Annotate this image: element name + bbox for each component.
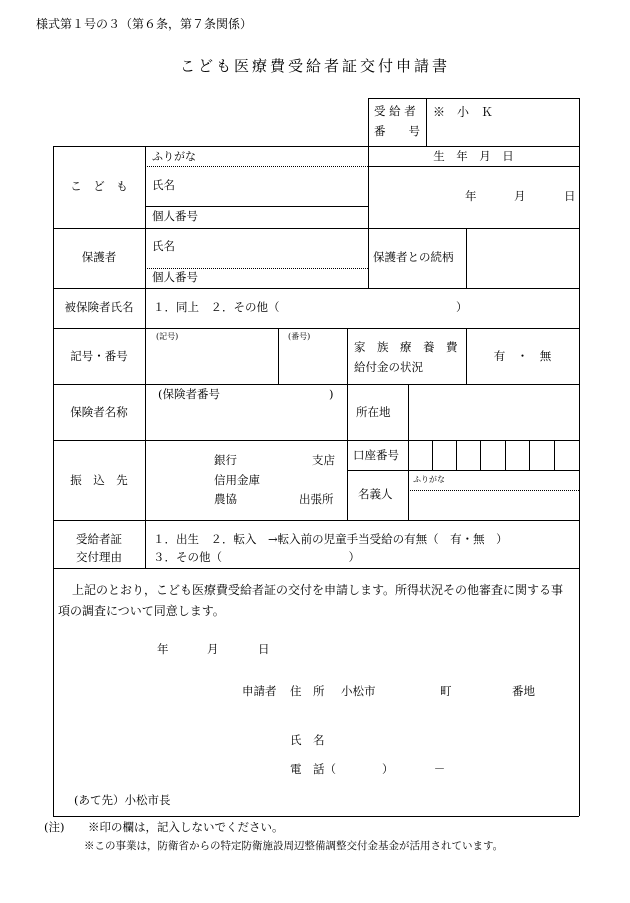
family-benefit-value: 有 ・ 無 (493, 349, 552, 363)
form-code: 様式第１号の３（第６条，第７条関係） (36, 17, 253, 31)
address-city: 小松市 (341, 684, 376, 698)
guardian-name-label: 氏名 (152, 239, 175, 253)
branch-label: 支店 (312, 453, 335, 467)
reason-label: 受給者証 (76, 532, 122, 546)
account-number-label: 口座番号 (353, 448, 399, 462)
date-month: 月 (207, 642, 219, 656)
family-benefit-label: 家 族 療 養 費 (354, 340, 458, 354)
reason-line-2: ３．その他（ ） (153, 550, 360, 564)
insurer-number-open: (保険者番号 (158, 387, 220, 401)
nokyo-label: 農協 (214, 492, 237, 506)
code-number-label: 記号・番号 (70, 349, 128, 363)
note-2: ※この事業は，防衛省からの特定防衛施設周辺整備調整交付金基金が活用されています。 (84, 840, 504, 852)
date-year: 年 (157, 642, 169, 656)
child-label: こ ど も (70, 179, 128, 193)
reason-label-2: 交付理由 (76, 550, 122, 564)
declaration-line-1: 上記のとおり，こども医療費受給者証の交付を申請します。所得状況その他審査に関する事 (72, 583, 564, 597)
reason-line-1: １．出生 ２．転入 →転入前の児童手当受給の有無（ 有・無 ） (153, 532, 508, 546)
holder-furigana-label: ふりがな (413, 475, 445, 484)
applicant-name-label: 氏 名 (290, 733, 325, 747)
child-furigana-label: ふりがな (152, 150, 196, 163)
date-day: 日 (258, 642, 270, 656)
guardian-label: 保護者 (81, 250, 117, 264)
insurer-number-close: ) (329, 387, 334, 401)
address-lot: 番地 (512, 684, 535, 698)
child-dob-year: 年 (465, 189, 477, 203)
applicant-label: 申請者 (242, 684, 277, 698)
guardian-relation-label: 保護者との続柄 (373, 250, 454, 264)
child-name-label: 氏名 (152, 178, 175, 192)
phone-label: 電 話（ ） － (290, 762, 446, 776)
recipient-number-prefix: ※ 小 Ｋ (433, 105, 494, 119)
credit-union-label: 信用金庫 (214, 473, 260, 487)
bango-label: (番号) (288, 332, 311, 341)
form-title: こども医療費受給者証交付申請書 (179, 57, 450, 75)
child-dob-label: 生 年 月 日 (433, 149, 514, 163)
insurer-name-label: 保険者名称 (70, 405, 128, 419)
transfer-label: 振 込 先 (70, 473, 128, 487)
insured-options-close: ） (456, 300, 468, 314)
family-benefit-label-2: 給付金の状況 (354, 360, 423, 374)
recipient-label-2: 番 号 (374, 124, 420, 138)
insured-options: １．同上 ２．その他（ (153, 300, 280, 314)
office-label: 出張所 (299, 492, 334, 506)
address-town: 町 (440, 684, 452, 698)
note-1: ※印の欄は，記入しないでください。 (88, 820, 284, 834)
recipient-label: 受 給 者 (374, 104, 416, 118)
notes-label: (注) (44, 820, 65, 834)
addressee: (あて先）小松市長 (74, 793, 171, 807)
child-dob-day: 日 (564, 189, 576, 203)
address-label: 住 所 (290, 684, 325, 698)
guardian-id-label: 個人番号 (152, 270, 198, 284)
holder-label: 名義人 (358, 487, 393, 501)
bank-label: 銀行 (214, 453, 237, 467)
kigo-label: (記号) (156, 332, 179, 341)
child-dob-month: 月 (514, 189, 526, 203)
child-id-label: 個人番号 (152, 209, 198, 223)
insured-name-label: 被保険者氏名 (64, 300, 134, 314)
declaration-line-2: 項の調査について同意します。 (58, 604, 225, 618)
insurer-address-label: 所在地 (356, 405, 391, 419)
